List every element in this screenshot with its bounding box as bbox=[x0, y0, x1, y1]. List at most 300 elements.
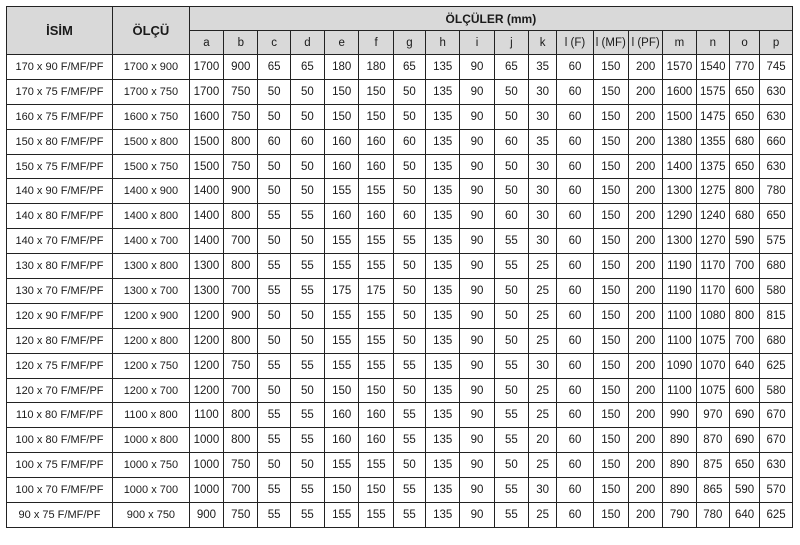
measurement-cell: 1300 bbox=[663, 179, 696, 204]
measurement-cell: 1400 bbox=[663, 154, 696, 179]
measurement-cell: 815 bbox=[760, 303, 793, 328]
measurement-cell: 150 bbox=[593, 204, 628, 229]
measurement-cell: 160 bbox=[325, 403, 359, 428]
row-size-cell: 1200 x 700 bbox=[113, 378, 190, 403]
measurement-cell: 160 bbox=[359, 129, 393, 154]
row-name-cell: 90 x 75 F/MF/PF bbox=[7, 503, 113, 528]
measurement-cell: 90 bbox=[460, 328, 494, 353]
measurement-cell: 1355 bbox=[696, 129, 729, 154]
measurement-cell: 1380 bbox=[663, 129, 696, 154]
measurement-cell: 30 bbox=[529, 204, 557, 229]
measurement-cell: 60 bbox=[557, 229, 593, 254]
measurement-cell: 780 bbox=[696, 503, 729, 528]
row-size-cell: 1000 x 700 bbox=[113, 478, 190, 503]
measurement-cell: 55 bbox=[290, 428, 324, 453]
measurement-cell: 200 bbox=[628, 378, 662, 403]
measurement-cell: 770 bbox=[729, 55, 759, 80]
measurement-cell: 25 bbox=[529, 328, 557, 353]
row-name-cell: 120 x 70 F/MF/PF bbox=[7, 378, 113, 403]
measurement-cell: 650 bbox=[729, 79, 759, 104]
measurement-cell: 90 bbox=[460, 129, 494, 154]
measurement-cell: 1100 bbox=[189, 403, 223, 428]
measurement-cell: 175 bbox=[359, 279, 393, 304]
row-name-cell: 150 x 75 F/MF/PF bbox=[7, 154, 113, 179]
column-header: e bbox=[325, 31, 359, 55]
table-row bbox=[7, 254, 793, 279]
measurement-cell: 150 bbox=[593, 254, 628, 279]
measurement-cell: 55 bbox=[290, 353, 324, 378]
measurement-cell: 50 bbox=[494, 279, 528, 304]
table-row bbox=[7, 303, 793, 328]
table-row bbox=[7, 478, 793, 503]
measurement-cell: 640 bbox=[729, 353, 759, 378]
measurement-cell: 90 bbox=[460, 453, 494, 478]
measurement-cell: 200 bbox=[628, 55, 662, 80]
measurement-cell: 660 bbox=[760, 129, 793, 154]
measurement-cell: 150 bbox=[593, 478, 628, 503]
measurement-cell: 1540 bbox=[696, 55, 729, 80]
measurement-cell: 150 bbox=[325, 478, 359, 503]
column-header: i bbox=[460, 31, 494, 55]
measurement-cell: 590 bbox=[729, 229, 759, 254]
measurement-cell: 50 bbox=[393, 279, 425, 304]
row-size-cell: 1200 x 900 bbox=[113, 303, 190, 328]
measurement-cell: 135 bbox=[426, 129, 460, 154]
measurement-cell: 90 bbox=[460, 428, 494, 453]
measurement-cell: 1300 bbox=[663, 229, 696, 254]
measurement-cell: 25 bbox=[529, 403, 557, 428]
measurements-group-header: ÖLÇÜLER (mm) bbox=[189, 7, 792, 31]
measurement-cell: 200 bbox=[628, 154, 662, 179]
measurement-cell: 55 bbox=[290, 403, 324, 428]
measurement-cell: 1000 bbox=[189, 478, 223, 503]
measurement-cell: 160 bbox=[359, 403, 393, 428]
measurement-cell: 970 bbox=[696, 403, 729, 428]
measurement-cell: 50 bbox=[393, 79, 425, 104]
measurement-cell: 135 bbox=[426, 55, 460, 80]
measurement-cell: 900 bbox=[224, 55, 258, 80]
measurement-cell: 50 bbox=[494, 104, 528, 129]
measurement-cell: 55 bbox=[290, 279, 324, 304]
measurement-cell: 1170 bbox=[696, 279, 729, 304]
measurement-cell: 135 bbox=[426, 303, 460, 328]
measurement-cell: 750 bbox=[224, 453, 258, 478]
measurement-cell: 1240 bbox=[696, 204, 729, 229]
measurement-cell: 25 bbox=[529, 453, 557, 478]
measurement-cell: 890 bbox=[663, 478, 696, 503]
measurement-cell: 1090 bbox=[663, 353, 696, 378]
measurement-cell: 55 bbox=[393, 353, 425, 378]
measurement-cell: 750 bbox=[224, 104, 258, 129]
measurement-cell: 60 bbox=[557, 478, 593, 503]
measurement-cell: 55 bbox=[393, 229, 425, 254]
measurement-cell: 160 bbox=[325, 129, 359, 154]
measurement-cell: 650 bbox=[729, 104, 759, 129]
measurement-cell: 200 bbox=[628, 503, 662, 528]
measurement-cell: 155 bbox=[359, 503, 393, 528]
measurement-cell: 150 bbox=[593, 55, 628, 80]
row-size-cell: 1200 x 750 bbox=[113, 353, 190, 378]
measurement-cell: 580 bbox=[760, 279, 793, 304]
measurement-cell: 135 bbox=[426, 154, 460, 179]
measurement-cell: 60 bbox=[393, 204, 425, 229]
measurement-cell: 150 bbox=[593, 303, 628, 328]
column-header: l (PF) bbox=[628, 31, 662, 55]
row-name-cell: 150 x 80 F/MF/PF bbox=[7, 129, 113, 154]
measurement-cell: 150 bbox=[593, 428, 628, 453]
row-name-cell: 140 x 80 F/MF/PF bbox=[7, 204, 113, 229]
measurement-cell: 60 bbox=[258, 129, 290, 154]
measurement-cell: 155 bbox=[325, 328, 359, 353]
row-name-cell: 130 x 70 F/MF/PF bbox=[7, 279, 113, 304]
measurement-cell: 60 bbox=[494, 129, 528, 154]
measurement-cell: 60 bbox=[557, 353, 593, 378]
measurement-cell: 870 bbox=[696, 428, 729, 453]
measurement-cell: 700 bbox=[224, 279, 258, 304]
row-size-cell: 1400 x 900 bbox=[113, 179, 190, 204]
measurement-cell: 200 bbox=[628, 478, 662, 503]
measurement-cell: 55 bbox=[290, 478, 324, 503]
measurement-cell: 200 bbox=[628, 403, 662, 428]
measurement-cell: 1500 bbox=[663, 104, 696, 129]
measurement-cell: 900 bbox=[224, 303, 258, 328]
column-header: o bbox=[729, 31, 759, 55]
measurement-cell: 60 bbox=[557, 378, 593, 403]
measurement-cell: 135 bbox=[426, 328, 460, 353]
measurement-cell: 50 bbox=[494, 453, 528, 478]
measurement-cell: 60 bbox=[557, 254, 593, 279]
measurement-cell: 900 bbox=[224, 179, 258, 204]
measurement-cell: 630 bbox=[760, 79, 793, 104]
measurement-cell: 50 bbox=[393, 453, 425, 478]
measurement-cell: 700 bbox=[729, 328, 759, 353]
row-size-cell: 1700 x 900 bbox=[113, 55, 190, 80]
measurement-cell: 90 bbox=[460, 204, 494, 229]
measurement-cell: 50 bbox=[494, 303, 528, 328]
measurement-cell: 1400 bbox=[189, 229, 223, 254]
measurement-cell: 50 bbox=[494, 328, 528, 353]
measurement-cell: 50 bbox=[494, 179, 528, 204]
measurement-cell: 155 bbox=[325, 353, 359, 378]
measurement-cell: 90 bbox=[460, 378, 494, 403]
measurement-cell: 50 bbox=[258, 328, 290, 353]
measurement-cell: 90 bbox=[460, 104, 494, 129]
column-header: h bbox=[426, 31, 460, 55]
measurement-cell: 690 bbox=[729, 403, 759, 428]
measurement-cell: 1075 bbox=[696, 328, 729, 353]
measurement-cell: 50 bbox=[290, 328, 324, 353]
measurement-cell: 1100 bbox=[663, 303, 696, 328]
measurement-cell: 750 bbox=[224, 503, 258, 528]
measurement-cell: 155 bbox=[359, 254, 393, 279]
measurement-cell: 30 bbox=[529, 353, 557, 378]
measurement-cell: 155 bbox=[325, 254, 359, 279]
measurement-cell: 60 bbox=[557, 328, 593, 353]
measurement-cell: 670 bbox=[760, 428, 793, 453]
name-column-header: İSİM bbox=[7, 7, 113, 55]
measurement-cell: 180 bbox=[359, 55, 393, 80]
measurement-cell: 1290 bbox=[663, 204, 696, 229]
measurement-cell: 670 bbox=[760, 403, 793, 428]
measurement-cell: 1600 bbox=[663, 79, 696, 104]
row-name-cell: 130 x 80 F/MF/PF bbox=[7, 254, 113, 279]
measurement-cell: 50 bbox=[290, 154, 324, 179]
measurement-cell: 1200 bbox=[189, 353, 223, 378]
measurement-cell: 150 bbox=[593, 104, 628, 129]
measurement-cell: 90 bbox=[460, 478, 494, 503]
table-row bbox=[7, 179, 793, 204]
dimensions-table-wrapper bbox=[6, 6, 793, 528]
row-size-cell: 1500 x 800 bbox=[113, 129, 190, 154]
measurement-cell: 750 bbox=[224, 79, 258, 104]
table-row bbox=[7, 403, 793, 428]
measurement-cell: 50 bbox=[290, 303, 324, 328]
row-size-cell: 1400 x 800 bbox=[113, 204, 190, 229]
measurement-cell: 90 bbox=[460, 229, 494, 254]
column-header: p bbox=[760, 31, 793, 55]
measurement-cell: 745 bbox=[760, 55, 793, 80]
column-header: l (F) bbox=[557, 31, 593, 55]
column-header: d bbox=[290, 31, 324, 55]
row-size-cell: 900 x 750 bbox=[113, 503, 190, 528]
measurement-cell: 155 bbox=[359, 328, 393, 353]
row-size-cell: 1600 x 750 bbox=[113, 104, 190, 129]
measurement-cell: 1300 bbox=[189, 254, 223, 279]
measurement-cell: 1000 bbox=[189, 453, 223, 478]
measurement-cell: 55 bbox=[258, 254, 290, 279]
measurement-cell: 55 bbox=[494, 478, 528, 503]
measurement-cell: 200 bbox=[628, 254, 662, 279]
measurement-cell: 25 bbox=[529, 378, 557, 403]
measurement-cell: 50 bbox=[258, 154, 290, 179]
row-name-cell: 120 x 90 F/MF/PF bbox=[7, 303, 113, 328]
measurement-cell: 200 bbox=[628, 453, 662, 478]
column-header: j bbox=[494, 31, 528, 55]
measurement-cell: 25 bbox=[529, 254, 557, 279]
measurement-cell: 50 bbox=[393, 254, 425, 279]
measurement-cell: 60 bbox=[557, 279, 593, 304]
measurement-cell: 55 bbox=[494, 229, 528, 254]
row-size-cell: 1100 x 800 bbox=[113, 403, 190, 428]
measurement-cell: 55 bbox=[393, 428, 425, 453]
row-name-cell: 140 x 70 F/MF/PF bbox=[7, 229, 113, 254]
measurement-cell: 65 bbox=[393, 55, 425, 80]
measurement-cell: 155 bbox=[325, 179, 359, 204]
measurement-cell: 50 bbox=[258, 104, 290, 129]
measurement-cell: 50 bbox=[393, 303, 425, 328]
measurement-cell: 800 bbox=[224, 403, 258, 428]
measurement-cell: 150 bbox=[325, 378, 359, 403]
measurement-cell: 50 bbox=[393, 378, 425, 403]
table-row bbox=[7, 55, 793, 80]
measurement-cell: 875 bbox=[696, 453, 729, 478]
measurement-cell: 50 bbox=[393, 104, 425, 129]
measurement-cell: 90 bbox=[460, 279, 494, 304]
measurement-cell: 30 bbox=[529, 79, 557, 104]
measurement-cell: 50 bbox=[290, 453, 324, 478]
row-name-cell: 100 x 75 F/MF/PF bbox=[7, 453, 113, 478]
table-row bbox=[7, 328, 793, 353]
measurement-cell: 55 bbox=[494, 403, 528, 428]
measurement-cell: 135 bbox=[426, 104, 460, 129]
measurement-cell: 60 bbox=[557, 154, 593, 179]
measurement-cell: 60 bbox=[557, 129, 593, 154]
measurement-cell: 135 bbox=[426, 403, 460, 428]
measurement-cell: 700 bbox=[224, 378, 258, 403]
measurement-cell: 135 bbox=[426, 478, 460, 503]
measurement-cell: 680 bbox=[729, 129, 759, 154]
dimensions-table bbox=[6, 6, 793, 528]
measurement-cell: 55 bbox=[258, 204, 290, 229]
size-column-header: ÖLÇÜ bbox=[113, 7, 190, 55]
measurement-cell: 865 bbox=[696, 478, 729, 503]
measurement-cell: 680 bbox=[760, 254, 793, 279]
measurement-cell: 1190 bbox=[663, 279, 696, 304]
measurement-cell: 1400 bbox=[189, 204, 223, 229]
measurement-cell: 50 bbox=[258, 378, 290, 403]
measurement-cell: 1200 bbox=[189, 328, 223, 353]
measurement-cell: 90 bbox=[460, 154, 494, 179]
column-header: b bbox=[224, 31, 258, 55]
measurement-cell: 780 bbox=[760, 179, 793, 204]
measurement-cell: 60 bbox=[557, 453, 593, 478]
measurement-cell: 575 bbox=[760, 229, 793, 254]
measurement-cell: 65 bbox=[258, 55, 290, 80]
measurement-cell: 800 bbox=[224, 428, 258, 453]
measurement-cell: 160 bbox=[325, 428, 359, 453]
measurement-cell: 200 bbox=[628, 303, 662, 328]
measurement-cell: 1170 bbox=[696, 254, 729, 279]
measurement-cell: 150 bbox=[325, 104, 359, 129]
row-name-cell: 100 x 80 F/MF/PF bbox=[7, 428, 113, 453]
column-header: g bbox=[393, 31, 425, 55]
measurement-cell: 90 bbox=[460, 79, 494, 104]
measurement-cell: 150 bbox=[593, 453, 628, 478]
measurement-cell: 1270 bbox=[696, 229, 729, 254]
column-header: c bbox=[258, 31, 290, 55]
measurement-cell: 150 bbox=[359, 378, 393, 403]
measurement-cell: 60 bbox=[494, 204, 528, 229]
measurement-cell: 135 bbox=[426, 279, 460, 304]
measurement-cell: 135 bbox=[426, 353, 460, 378]
measurement-cell: 890 bbox=[663, 453, 696, 478]
measurement-cell: 60 bbox=[393, 129, 425, 154]
measurement-cell: 200 bbox=[628, 179, 662, 204]
measurement-cell: 155 bbox=[359, 229, 393, 254]
measurement-cell: 90 bbox=[460, 55, 494, 80]
measurement-cell: 55 bbox=[258, 353, 290, 378]
measurement-cell: 580 bbox=[760, 378, 793, 403]
measurement-cell: 60 bbox=[557, 104, 593, 129]
measurement-cell: 800 bbox=[224, 129, 258, 154]
measurement-cell: 150 bbox=[593, 403, 628, 428]
measurement-cell: 1200 bbox=[189, 303, 223, 328]
measurement-cell: 55 bbox=[258, 428, 290, 453]
table-row bbox=[7, 428, 793, 453]
measurement-cell: 35 bbox=[529, 129, 557, 154]
measurement-cell: 55 bbox=[494, 353, 528, 378]
measurement-cell: 65 bbox=[494, 55, 528, 80]
measurement-cell: 180 bbox=[325, 55, 359, 80]
measurement-cell: 90 bbox=[460, 353, 494, 378]
table-row bbox=[7, 204, 793, 229]
measurement-cell: 1475 bbox=[696, 104, 729, 129]
measurement-cell: 640 bbox=[729, 503, 759, 528]
measurement-cell: 800 bbox=[224, 328, 258, 353]
measurement-cell: 135 bbox=[426, 179, 460, 204]
measurement-cell: 25 bbox=[529, 279, 557, 304]
measurement-cell: 890 bbox=[663, 428, 696, 453]
row-size-cell: 1000 x 800 bbox=[113, 428, 190, 453]
measurement-cell: 1070 bbox=[696, 353, 729, 378]
measurement-cell: 1500 bbox=[189, 154, 223, 179]
measurement-cell: 155 bbox=[359, 453, 393, 478]
row-name-cell: 120 x 75 F/MF/PF bbox=[7, 353, 113, 378]
measurement-cell: 155 bbox=[359, 179, 393, 204]
measurement-cell: 1570 bbox=[663, 55, 696, 80]
row-name-cell: 170 x 75 F/MF/PF bbox=[7, 79, 113, 104]
measurement-cell: 50 bbox=[290, 378, 324, 403]
measurement-cell: 150 bbox=[359, 104, 393, 129]
measurement-cell: 135 bbox=[426, 378, 460, 403]
measurement-cell: 150 bbox=[593, 503, 628, 528]
measurement-cell: 800 bbox=[729, 179, 759, 204]
column-header: m bbox=[663, 31, 696, 55]
measurement-cell: 175 bbox=[325, 279, 359, 304]
measurement-cell: 150 bbox=[593, 279, 628, 304]
measurement-cell: 55 bbox=[494, 254, 528, 279]
measurement-cell: 135 bbox=[426, 79, 460, 104]
measurement-cell: 800 bbox=[729, 303, 759, 328]
measurement-cell: 630 bbox=[760, 154, 793, 179]
measurement-cell: 60 bbox=[557, 204, 593, 229]
measurement-cell: 90 bbox=[460, 503, 494, 528]
measurement-cell: 1100 bbox=[663, 378, 696, 403]
measurement-cell: 65 bbox=[290, 55, 324, 80]
table-row bbox=[7, 104, 793, 129]
measurement-cell: 750 bbox=[224, 353, 258, 378]
measurement-cell: 200 bbox=[628, 79, 662, 104]
measurement-cell: 200 bbox=[628, 279, 662, 304]
row-name-cell: 120 x 80 F/MF/PF bbox=[7, 328, 113, 353]
table-body bbox=[7, 55, 793, 528]
measurement-cell: 135 bbox=[426, 229, 460, 254]
measurement-cell: 150 bbox=[325, 79, 359, 104]
measurement-cell: 60 bbox=[557, 179, 593, 204]
measurement-cell: 680 bbox=[729, 204, 759, 229]
measurement-cell: 600 bbox=[729, 378, 759, 403]
measurement-cell: 50 bbox=[393, 154, 425, 179]
measurement-cell: 1000 bbox=[189, 428, 223, 453]
measurement-cell: 55 bbox=[258, 503, 290, 528]
measurement-cell: 30 bbox=[529, 179, 557, 204]
measurement-cell: 90 bbox=[460, 403, 494, 428]
row-size-cell: 1000 x 750 bbox=[113, 453, 190, 478]
measurement-cell: 50 bbox=[393, 179, 425, 204]
measurement-cell: 50 bbox=[258, 79, 290, 104]
measurement-cell: 900 bbox=[189, 503, 223, 528]
measurement-cell: 160 bbox=[359, 154, 393, 179]
measurement-cell: 1300 bbox=[189, 279, 223, 304]
measurement-cell: 50 bbox=[258, 229, 290, 254]
measurement-cell: 200 bbox=[628, 129, 662, 154]
measurement-cell: 200 bbox=[628, 328, 662, 353]
table-row bbox=[7, 453, 793, 478]
measurement-cell: 55 bbox=[393, 478, 425, 503]
measurement-cell: 1700 bbox=[189, 55, 223, 80]
measurement-cell: 35 bbox=[529, 55, 557, 80]
measurement-cell: 135 bbox=[426, 204, 460, 229]
